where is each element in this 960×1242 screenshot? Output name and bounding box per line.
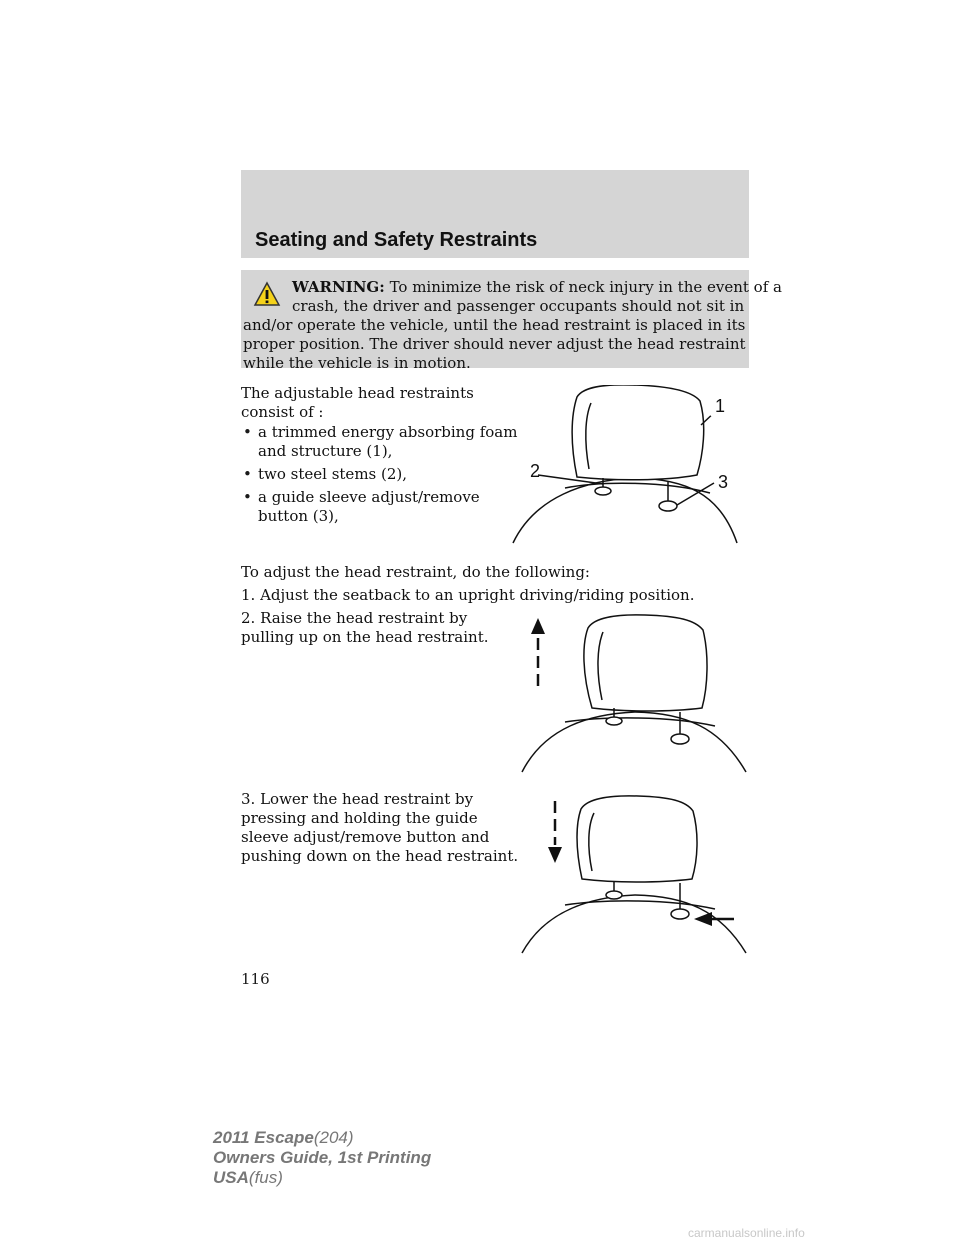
footer-region: USA [213, 1168, 249, 1187]
bullet-3-line-1: a guide sleeve adjust/remove [258, 488, 480, 506]
bullet-dot: • [243, 465, 252, 483]
warning-line-1 [292, 278, 782, 297]
bullet-dot: • [243, 423, 252, 441]
footer-model-code: (204) [313, 1128, 354, 1147]
section-title: Seating and Safety Restraints [255, 229, 538, 251]
bullet-3-line-2: button (3), [258, 507, 339, 525]
adjust-intro: To adjust the head restraint, do the following: [241, 563, 590, 581]
warning-line-4: proper position. The driver should never adjust the head restraint [243, 335, 746, 353]
bullet-dot: • [243, 488, 252, 506]
bullet-1-line-2: and structure (1), [258, 442, 393, 460]
bullet-1-line-1: a trimmed energy absorbing foam [258, 423, 518, 441]
warning-triangle-icon [253, 281, 281, 307]
warning-label: WARNING: [292, 278, 385, 296]
footer-model: 2011 Escape [213, 1128, 314, 1147]
footer-line-3 [213, 1168, 283, 1188]
warning-line-5: while the vehicle is in motion. [243, 354, 471, 372]
page-number: 116 [241, 970, 270, 988]
callout-1 [705, 391, 735, 421]
callout-3-label: 3 [717, 472, 729, 492]
step-3-line-3: sleeve adjust/remove button and [241, 828, 490, 846]
callout-3 [708, 467, 738, 497]
warning-line-3: and/or operate the vehicle, until the head restraint is placed in its [243, 316, 746, 334]
intro-line-2: consist of : [241, 403, 324, 421]
warning-line-2: crash, the driver and passenger occupants should not sit in [292, 297, 745, 315]
raise-head-restraint-figure [520, 612, 749, 774]
warning-text-1: To minimize the risk of neck injury in the event of a [389, 278, 782, 296]
step-1: 1. Adjust the seatback to an upright driving/riding position. [241, 586, 695, 604]
step-2-line-2: pulling up on the head restraint. [241, 628, 489, 646]
watermark: carmanualsonline.info [688, 1226, 805, 1240]
intro-line-1: The adjustable head restraints [241, 384, 474, 402]
callout-2-label: 2 [529, 461, 541, 481]
lower-head-restraint-figure [520, 793, 749, 955]
footer-line-1 [213, 1128, 354, 1148]
footer-region-code: (fus) [248, 1168, 283, 1187]
step-2-line-1: 2. Raise the head restraint by [241, 609, 468, 627]
footer-line-2: Owners Guide, 1st Printing [213, 1148, 432, 1167]
callout-1-label: 1 [714, 396, 726, 416]
step-3-line-4: pushing down on the head restraint. [241, 847, 519, 865]
step-3-line-1: 3. Lower the head restraint by [241, 790, 474, 808]
callout-2 [520, 456, 550, 486]
step-3-line-2: pressing and holding the guide [241, 809, 478, 827]
bullet-2-line-1: two steel stems (2), [258, 465, 408, 483]
